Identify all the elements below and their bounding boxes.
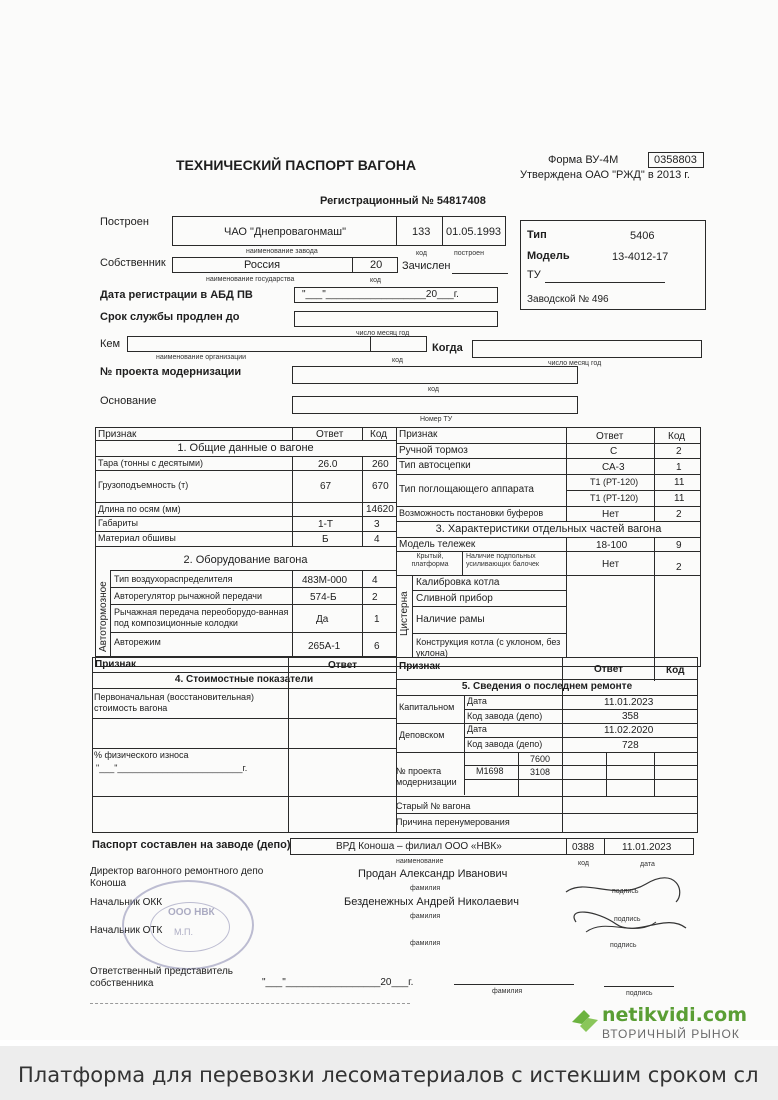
distributor-answer: 483М-000 [302, 575, 348, 586]
form-number: 0358803 [654, 154, 697, 166]
capacity-answer: 67 [320, 481, 332, 492]
distributor-label: Тип воздухораспределителя [114, 574, 233, 584]
reg-date-value: "___"__________________20___г. [302, 289, 459, 300]
capital-date-label: Дата [467, 696, 487, 706]
enrolled-label: Зачислен [402, 260, 451, 272]
auto-mode-label: Авторежим [114, 637, 161, 647]
owner-code-caption: код [370, 277, 381, 284]
gauge-code: 3 [374, 519, 380, 530]
sec4-title: 4. Стоимостные показатели [174, 674, 314, 685]
otk-sign-caption: подпись [610, 942, 637, 949]
gauge-answer: 1-Т [318, 519, 333, 530]
capital-code-label: Код завода (депо) [467, 711, 543, 721]
tank-drain: Сливной прибор [416, 593, 493, 604]
old-number-label: Старый № вагона [396, 801, 471, 811]
coupler-code: 1 [676, 462, 682, 473]
beams-label: Наличие подпольных усиливающих балочек [466, 553, 539, 569]
director-name: Продан Александр Иванович [358, 868, 508, 880]
sheathing-code: 4 [374, 534, 380, 545]
signatures-icon [556, 872, 696, 942]
lever-label: Рычажная передача переоборудо-ванная под композиционные колодки [114, 607, 289, 628]
absorber-answer-1: Т1 (РТ-120) [590, 477, 639, 487]
director-label: Директор вагонного ремонтного депо Коноша [90, 866, 264, 889]
bogie-answer: 18-100 [596, 540, 628, 551]
buffers-label: Возможность постановки буферов [399, 508, 544, 518]
compiled-label: Паспорт составлен на заводе (депо) [92, 839, 291, 851]
okk-name: Безденежных Андрей Николаевич [344, 896, 519, 908]
sec1-col-sign: Признак [98, 429, 137, 440]
capacity-label: Грузоподъемность (т) [98, 480, 189, 490]
sec2-title: 2. Оборудование вагона [183, 554, 308, 566]
compiled-name-caption: наименование [396, 858, 444, 865]
depot-code: 728 [622, 740, 639, 751]
otk-label: Начальник ОТК [90, 925, 163, 936]
depot-date-label: Дата [467, 724, 487, 734]
by-label: Кем [100, 338, 121, 350]
project-code-2: 3108 [530, 767, 551, 777]
sheathing-label: Материал обшивы [98, 533, 176, 543]
built-date: 01.05.1993 [446, 226, 502, 238]
capital-code: 358 [622, 711, 639, 722]
tare-code: 260 [372, 459, 389, 470]
logo-arrows-icon [568, 1006, 602, 1036]
by-box [127, 336, 427, 352]
depot-date: 11.02.2020 [604, 725, 654, 736]
regulator-code: 2 [372, 592, 378, 603]
built-caption: построен [454, 250, 484, 257]
hand-brake-answer: С [610, 446, 618, 457]
auto-mode-code: 6 [374, 641, 380, 652]
logo-tagline: ВТОРИЧНЫЙ РЫНОК [602, 1027, 740, 1041]
when-date-caption: число месяц год [548, 360, 602, 367]
tare-label: Тара (тонны с десятыми) [98, 458, 203, 468]
coupler-label: Тип автосцепки [399, 460, 471, 471]
when-label: Когда [432, 342, 463, 354]
gauge-label: Габариты [98, 518, 138, 528]
responsible-sign-caption: подпись [626, 990, 653, 997]
built-label: Построен [100, 216, 149, 228]
reg-date-label: Дата регистрации в АБД ПВ [100, 289, 253, 301]
sec4-col-answer: Ответ [328, 660, 358, 671]
responsible-surname-caption: фамилия [492, 988, 523, 995]
document-title: ТЕХНИЧЕСКИЙ ПАСПОРТ ВАГОНА [176, 157, 417, 173]
sec5-col-code: Код [666, 665, 685, 676]
okk-sign-caption: подпись [614, 916, 641, 923]
sec1-col-code: Код [370, 429, 388, 440]
type-value: 5406 [630, 230, 655, 242]
compiled-code: 0388 [572, 842, 595, 853]
sec1-title: 1. Общие данные о вагоне [177, 442, 314, 454]
sec3-title: 3. Характеристики отдельных частей вагона [435, 523, 662, 535]
caption-bar [0, 1046, 778, 1100]
compiled-value: ВРД Коноша – филиал ООО «НВК» [336, 841, 502, 852]
plant-name: ЧАО "Днепровагонмаш" [224, 226, 346, 238]
owner-code: 20 [370, 259, 383, 271]
model-value: 13-4012-17 [612, 251, 669, 263]
hand-brake-label: Ручной тормоз [399, 445, 468, 456]
extended-date-caption: число месяц год [356, 330, 410, 337]
tank-calibration: Калибровка котла [416, 577, 500, 588]
registration-number: Регистрационный № 54817408 [320, 195, 486, 207]
renumber-label: Причина перенумерования [396, 817, 510, 827]
tu-label: ТУ [527, 269, 541, 281]
basis-box [292, 396, 578, 414]
buffers-code: 2 [676, 509, 682, 520]
form-label: Форма ВУ-4М [548, 154, 619, 166]
state-caption: наименование государства [206, 276, 295, 283]
code-caption: код [416, 250, 427, 257]
project-code-1: 7600 [530, 754, 551, 764]
depot-code-label: Код завода (депо) [467, 739, 543, 749]
extended-label: Срок службы продлен до [100, 311, 240, 323]
tank-group: Цистерна [399, 591, 410, 636]
approved-line: Утверждена ОАО "РЖД" в 2013 г. [520, 169, 690, 181]
tu-caption: Номер ТУ [420, 416, 453, 423]
type-label: Тип [527, 229, 547, 241]
absorber-code-1: 11 [674, 477, 685, 488]
length-code: 14620 [366, 504, 394, 515]
otk-surname-caption: фамилия [410, 940, 441, 947]
stamp-text: М.П. [174, 927, 193, 937]
lever-answer: Да [316, 614, 329, 625]
basis-label: Основание [100, 395, 157, 407]
sec5-title: 5. Сведения о последнем ремонте [461, 681, 633, 692]
capacity-code: 670 [372, 481, 389, 492]
hand-brake-code: 2 [676, 446, 682, 457]
netikvidi-logo [568, 1004, 768, 1042]
sheathing-answer: Б [322, 534, 329, 545]
stamp-brand: ООО НВК [168, 907, 215, 918]
caption-text: Платформа для перевозки лесоматериалов с истекшим сроком сл [18, 1063, 759, 1087]
director-sign-caption: подпись [612, 888, 639, 895]
wear-date: "___"_________________________г. [96, 763, 248, 773]
okk-surname-caption: фамилия [410, 913, 441, 920]
compiled-date-caption: дата [640, 861, 655, 868]
plant-code: 133 [412, 226, 431, 238]
model-label: Модель [527, 250, 570, 262]
capital-date: 11.01.2023 [604, 697, 654, 708]
compiled-date: 11.01.2023 [622, 842, 672, 853]
wear-label: % физического износа [94, 750, 189, 760]
capital-repair-label: Капитальном [399, 702, 455, 712]
buffers-answer: Нет [602, 509, 620, 520]
modern-label: № проекта модернизации [100, 366, 242, 378]
extended-box [294, 311, 498, 327]
okk-label: Начальник ОКК [90, 897, 163, 908]
sec1-col-answer: Ответ [316, 429, 344, 440]
bogie-label: Модель тележек [399, 539, 476, 550]
owner-label: Собственник [100, 257, 166, 269]
project-number: М1698 [476, 766, 504, 776]
right1-col-sign: Признак [399, 429, 438, 440]
responsible-date: "___"_________________20___г. [262, 977, 414, 988]
plant-caption: наименование завода [246, 248, 318, 255]
regulator-answer: 574-Б [310, 592, 337, 603]
coupler-answer: СА-3 [602, 462, 625, 473]
depot-repair-label: Деповском [399, 730, 445, 740]
bogie-code: 9 [676, 540, 682, 551]
auto-mode-answer: 265А-1 [308, 641, 341, 652]
regulator-label: Авторегулятор рычажной передачи [114, 591, 263, 601]
right1-col-answer: Ответ [596, 431, 624, 442]
when-box [472, 340, 702, 358]
modern-code-caption: код [428, 386, 439, 393]
tank-frame: Наличие рамы [416, 614, 485, 625]
length-label: Длина по осям (мм) [98, 504, 181, 514]
initial-cost-label: Первоначальная (восстановительная) стоимость вагона [94, 692, 254, 713]
tank-construction: Конструкция котла (с уклоном, без уклона) [416, 637, 561, 658]
factory-number: Заводской № 496 [527, 294, 609, 305]
compiled-code-caption: код [578, 860, 589, 867]
distributor-code: 4 [372, 575, 378, 586]
stamp-icon [122, 880, 254, 970]
absorber-code-2: 11 [674, 493, 685, 504]
owner-value: Россия [244, 259, 281, 271]
right1-col-code: Код [668, 431, 686, 442]
absorber-answer-2: Т1 (РТ-120) [590, 493, 639, 503]
beams-code: 2 [676, 562, 682, 573]
owner-box [172, 257, 398, 273]
responsible-label: Ответственный представитель собственника [90, 966, 234, 989]
tare-answer: 26.0 [318, 459, 338, 470]
platform-label: Крытый, платформа [411, 553, 449, 569]
by-code-caption: код [392, 357, 403, 364]
project-label: № проекта модернизации [396, 766, 457, 787]
sec5-col-answer: Ответ [594, 664, 624, 675]
beams-answer: Нет [602, 559, 620, 570]
auto-brake-group: Автотормозное [98, 581, 109, 652]
absorber-label: Тип поглощающего аппарата [399, 484, 534, 495]
sec4-col-sign: Признак [95, 659, 137, 670]
org-caption: наименование организации [156, 354, 247, 361]
director-surname-caption: фамилия [410, 885, 441, 892]
sec5-col-sign: Признак [399, 661, 441, 672]
lever-code: 1 [374, 614, 380, 625]
logo-brand: netikvidi.com [602, 1004, 747, 1026]
modern-box [292, 366, 578, 384]
